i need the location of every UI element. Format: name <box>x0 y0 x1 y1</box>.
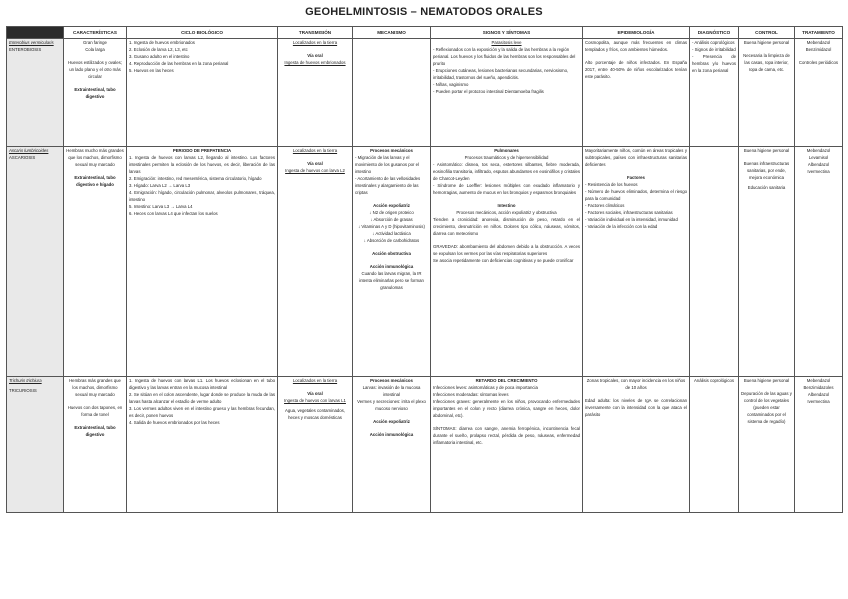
text-line: 4. Emigración: hígado, circulación pulmonar, alveolos pulmonares, tráquea, intestino <box>129 190 275 203</box>
text-line: 4. Reproducción de las hembras en la zona perianal <box>129 61 229 67</box>
text-line: Mebendazol <box>806 378 831 384</box>
text-line: ↓ Absorción de carbohidratos <box>363 237 420 243</box>
text-line: Ingesta de huevos embrionados <box>284 60 346 66</box>
text-line: Mebendazol <box>806 148 831 154</box>
transmision-cell <box>278 377 353 513</box>
ciclo-cell <box>127 147 278 377</box>
section-heading: Acción expoliatriz <box>373 203 410 209</box>
text-line: - Migración de las larvas y el movimiento de los gusanos por el intestino <box>355 155 420 175</box>
text-line: Larvas: invasión de la mucosa intestinal <box>362 385 421 398</box>
text-line: Localizados en la tierra <box>292 40 338 46</box>
text-line: Cosmopolita, aunque más frecuentes en climas templados y fríos, con ambientes húmedos. <box>585 40 687 53</box>
text-line: ↓ Absorción de grasas <box>370 217 413 223</box>
tratamiento-cell <box>795 377 843 513</box>
mecanismo-cell <box>353 377 431 513</box>
text-line: ↓ Vitaminas A y D (hipovitaminosis) <box>358 223 425 229</box>
caracteristicas-cell <box>64 147 127 377</box>
section-heading: Procesos mecánicos <box>370 378 413 384</box>
epidemiologia-cell <box>583 147 690 377</box>
text-line: Albendazol <box>807 392 830 398</box>
text-line: Localizados en la tierra <box>292 148 338 154</box>
text-line: Mebendazol <box>806 40 831 46</box>
header-caracteristicas: CARACTERÍSTICAS <box>64 27 127 39</box>
text-line: 2. Eclosión de larva L2, L3, etc <box>129 47 188 53</box>
text-line: 1. Ingesta de huevos con larvas L2, llegando al intestino. Los factores intestinales permiten la eclosión de los huevos, es decir, liberación de las larvas <box>129 155 275 175</box>
nematodes-table <box>6 26 843 513</box>
epidemiologia-cell <box>583 39 690 147</box>
text-line: Buenas infraestructuras sanitarias, por ende, mejora económica <box>743 161 790 181</box>
text-line: - Resistencia de los huevos <box>585 182 638 188</box>
text-line: Infecciones leves: asintomáticas y de poca importancia <box>433 385 538 391</box>
text-line: Procesos traumáticos y de hipersensibilidad <box>464 155 549 161</box>
signos-cell <box>431 147 583 377</box>
diagnostico-cell <box>690 147 739 377</box>
text-line: Ivermectina <box>807 169 830 175</box>
text-line: 3. Hígado: Larva L2 → Larva L3 <box>129 183 191 189</box>
text-line: Zonas tropicales, con mayor incidencia en los niños de 10 años <box>586 378 686 391</box>
text-line: Buena higiene personal <box>743 40 790 46</box>
document-title: GEOHELMINTOSIS – NEMATODOS ORALES <box>305 6 543 18</box>
text-line: Educación sanitaria <box>747 185 786 191</box>
header-diagnostico: DIAGNÓSTICO <box>690 27 739 39</box>
table-row <box>7 377 843 513</box>
location-text: Extraintestinal, tubo digestivo <box>74 87 116 100</box>
parasite-cell <box>7 39 64 147</box>
table-row <box>7 147 843 377</box>
text-line: Cuando las larvas migran, la IR intenta eliminarlas pero se forman granulomas <box>359 270 424 290</box>
control-cell <box>739 147 795 377</box>
text-line: Levamisol <box>808 155 829 161</box>
text-line: Benzimidazol <box>805 47 832 53</box>
header-row <box>7 27 843 39</box>
text-line: 3. Gusano adulto en el intestino <box>129 54 190 60</box>
section-heading: Pulmonares <box>494 148 519 154</box>
signos-cell <box>431 39 583 147</box>
text-line: Edad adulta: los niveles de IgA se correlacionan inversamente con la intensidad con la que ataca el parásito <box>585 398 687 418</box>
section-heading: Acción obstructiva <box>372 250 411 256</box>
ciclo-cell <box>127 377 278 513</box>
diagnostico-cell <box>690 39 739 147</box>
text-line: - Síndrome de Loeffler: lesiones múltiples con exudado inflamatorio y hemorragias, aumento de mucus en los bronquios y espasmos bronquiales <box>433 183 580 196</box>
header-transmision: TRANSMISIÓN <box>278 27 353 39</box>
text-line: - Presencia de hembras y/o huevos en la zona perianal <box>692 54 736 74</box>
text-line: Cola larga <box>85 47 105 53</box>
text-line: Huevos estilizados y ovales; un lado plano y el otro más circular <box>68 60 122 80</box>
text-line: Controles periódicos <box>798 60 839 66</box>
section-heading: Acción expoliatriz <box>373 419 410 425</box>
text-line: Alto porcentaje de niños infectados. En España 2017, entre 40-50% de niños escolarizados tenían este parásito. <box>585 60 687 80</box>
text-line: Ivermectina <box>807 399 830 405</box>
text-line: - Factores climáticos <box>585 203 625 209</box>
text-line: Tienden a cronicidad: anorexia, disminución de peso, retardo en el crecimiento, desnutrición en niños. Dolores tipo cólico, náuseas, vómitos, diarrea con meteorismo <box>433 217 580 236</box>
parasite-cell <box>7 377 64 513</box>
text-line: Necesaria la limpieza de las casas, ropa interior, ropa de cama, etc. <box>743 53 790 73</box>
text-line: Mayoritariamente niños, común en áreas tropicales y subtropicales, países con infraestructuras sanitarias deficientes <box>585 148 687 168</box>
text-line: - Factores sociales, infraestructuras sanitarias <box>585 210 673 216</box>
header-tratamiento: TRATAMIENTO <box>795 27 843 39</box>
mecanismo-cell <box>353 39 431 147</box>
text-line: Procesos mecánicos, acción expoliatriz y obstructiva <box>456 210 557 216</box>
text-line: SÍNTOMAS: diarrea con sangre, anemia ferropénica, incontinencia fecal durante el sueño, prolapso rectal, pérdida de peso, náuseas, enfermedad inflamatoria intestinal, etc. <box>433 426 580 446</box>
text-line: - Asintomático: disnea, tos seca, estertores silbantes, fiebre moderada, eosinofilia transitoria, infiltrado, esputos abundantes en eosinófilos y cristales de Charcot-Leyden <box>433 162 580 182</box>
text-line: - Reflexionados con la exposición y la salida de las hembras a la región perianal. Los huevos y los fluidos de las hembras son los responsables del prurito <box>433 47 576 67</box>
text-line: Ingesta de huevos con larva L2 <box>285 168 345 174</box>
text-line: ↓ N2 de origen proteico <box>369 210 414 216</box>
table-row <box>7 39 843 147</box>
text-line: Albendazol <box>807 162 830 168</box>
text-line: Buena higiene personal <box>743 148 790 154</box>
location-text: Extraintestinal, tubo digestivo <box>74 425 116 438</box>
header-epidemiologia: EPIDEMIOLOGÍA <box>583 27 690 39</box>
text-line: Agua, vegetales contaminados, heces y moscas domésticas <box>285 408 345 421</box>
header-control: CONTROL <box>739 27 795 39</box>
diagnostico-cell <box>690 377 739 513</box>
section-heading: RETARDO DEL CRECIMIENTO <box>475 378 538 384</box>
section-heading: Acción inmunológica <box>369 263 414 269</box>
text-line: Ingesta de huevos con larvas L1 <box>284 398 346 404</box>
text-line: Hembras más grandes que los machos, dimorfismo sexual muy marcado <box>69 378 121 398</box>
header-corner <box>7 27 64 39</box>
transmision-cell <box>278 147 353 377</box>
text-line: Localizados en la tierra <box>292 378 338 384</box>
disease-name: TRICURIOSIS <box>9 388 37 394</box>
mecanismo-cell <box>353 147 431 377</box>
header-mecanismo: MECANISMO <box>353 27 431 39</box>
location-text: Extraintestinal, tubo digestivo e hígado <box>74 175 116 188</box>
epidemiologia-cell <box>583 377 690 513</box>
text-line: 3. Los vermes adultos viven en el intestino grueso y las hembras fecundan, es decir, ponen huevos <box>129 406 275 419</box>
text-line: 5. Intestino: Larva L3 → Larva L4 <box>129 204 193 210</box>
text-line: 5. Huevos en las heces <box>129 68 174 74</box>
parasite-cell <box>7 147 64 377</box>
section-heading: Procesos mecánicos <box>370 148 413 154</box>
text-line: Infecciones moderadas: síntomas leves <box>433 392 509 398</box>
section-heading: Intestino <box>497 203 516 209</box>
caracteristicas-cell <box>64 39 127 147</box>
header-ciclo: CICLO BIOLÓGICO <box>127 27 278 39</box>
text-line: Se asocia repetidamente con deficiencias cognitivas y se puede cronificar <box>433 257 574 263</box>
disease-name: ENTEROBIOSIS <box>9 47 42 53</box>
section-heading: PERIODO DE PREPATENCIA <box>172 148 232 154</box>
text-line: - Acortamiento de las vellosidades intestinales y alargamiento de las criptas <box>355 176 421 196</box>
tratamiento-cell <box>795 39 843 147</box>
text-line: 6. Heces con larvas L4 que infectan los suelos <box>129 211 218 217</box>
parasite-name: Enterobius vermicularis <box>9 40 54 46</box>
ciclo-cell <box>127 39 278 147</box>
text-line: Vía oral <box>307 53 323 59</box>
text-line: Huevos con dos tapones, en forma de tonel <box>67 405 123 418</box>
header-signos: SIGNOS Y SÍNTOMAS <box>431 27 583 39</box>
text-line: 2. Se sitúan en el colon ascendente, lugar donde se produce la muda de las larvas hasta alcanzar el estadío de verme adulto <box>129 392 275 405</box>
control-cell <box>739 39 795 147</box>
text-line: 4. Salida de huevos embrionados por las heces <box>129 420 220 426</box>
text-line: - Pueden portar el protozoo intestinal Dientamoeba fragilis <box>433 89 544 95</box>
text-line: Vía oral <box>307 161 323 167</box>
caracteristicas-cell <box>64 377 127 513</box>
parasite-name: Ascaris lumbricoides <box>9 148 49 154</box>
text-line: ↓ Actividad lactásica <box>372 230 411 236</box>
text-line: Gran faringe <box>83 40 107 46</box>
text-line: - Niñas, vaginismo <box>433 82 469 88</box>
text-line: - Variación individual en la intensidad, inmunidad <box>585 217 678 223</box>
text-line: - Signos de irritabilidad <box>692 47 736 53</box>
text-line: 1. Ingesta de huevos con larvas L1. Los huevos eclosionan en el tubo digestivo y las larvas entran en la mucosa intestinal <box>129 378 275 391</box>
text-line: - Variación de la infección con la edad <box>585 223 658 229</box>
text-line: 1. Ingesta de huevos embrionados <box>129 40 195 46</box>
text-line: - Erupciones cutáneas, lesiones bacterianas secundarias, nerviosismo, irritabilidad, trastornos del sueño, apendicitis. <box>433 68 569 81</box>
text-line: Buena higiene personal <box>743 378 790 384</box>
section-heading: Parasitosis leve <box>491 40 522 46</box>
section-heading: Acción inmunológica <box>369 432 414 438</box>
text-line: - Análisis coprológicos <box>692 40 735 46</box>
tratamiento-cell <box>795 147 843 377</box>
control-cell <box>739 377 795 513</box>
text-line: GRAVEDAD: abombamiento del abdomen debido a la obstrucción. A veces se expulsan los vermes por las vías respiratorias superiores <box>433 243 580 256</box>
text-line: Análisis coprológicos <box>693 378 735 384</box>
text-line: Vermes y secreciones: irrita el plexo mucoso nervioso <box>357 399 426 412</box>
disease-name: ASCARIOSIS <box>9 155 36 161</box>
text-line: 2. Emigración: intestino, red mesentérica, sistema circulatorio, hígado <box>129 176 262 182</box>
transmision-cell <box>278 39 353 147</box>
text-line: Vía oral <box>307 391 323 397</box>
text-line: - Número de huevos eliminados, determina el riesgo para la comunidad <box>585 189 687 202</box>
text-line: Benzimidazoles <box>803 385 834 391</box>
section-heading: Factores <box>627 175 645 181</box>
text-line: Depuración de las aguas y control de los vegetales (pueden estar contaminados por el sistema de regadío) <box>741 391 792 425</box>
text-line: Hembras mucho más grandes que los machos, dimorfismo sexual muy marcado <box>66 148 124 168</box>
text-line: Infecciones graves: generalmente en los niños, provocando enfermedades importantes en el colon y recto (diarrea crónica, sangre en heces, dolor abdominal, etc). <box>433 399 580 419</box>
signos-cell <box>431 377 583 513</box>
parasite-name: Trichuris trichiura <box>9 378 42 384</box>
